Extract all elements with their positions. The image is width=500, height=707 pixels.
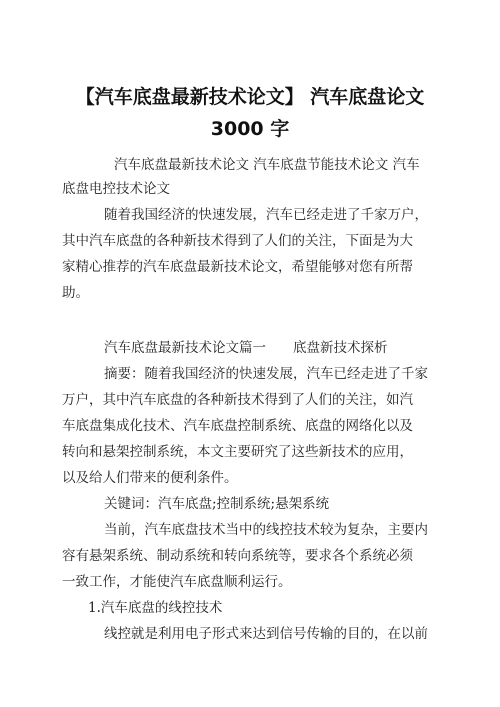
body-paragraph-line: 一致工作，才能使汽车底盘顺利运行。 <box>62 574 292 590</box>
intro-paragraph-line: 家精心推荐的汽车底盘最新技术论文，希望能够对您有所帮 <box>62 259 413 275</box>
document-title-line-2: 3000 字 <box>210 118 290 140</box>
abstract-paragraph-line: 摘要：随着我国经济的快速发展，汽车已经走进了千家 <box>104 366 428 382</box>
intro-paragraph-line: 助。 <box>62 285 89 301</box>
subsection-heading: 1.汽车底盘的线控技术 <box>88 600 223 616</box>
body-paragraph-line: 线控就是利用电子形式来达到信号传输的目的，在以前 <box>104 626 428 642</box>
document-title-line-1: 【汽车底盘最新技术论文】 汽车底盘论文 <box>75 86 425 108</box>
abstract-paragraph-line: 转向和悬架控制系统，本文主要研究了这些新技术的应用， <box>62 444 413 460</box>
section-heading: 汽车底盘最新技术论文篇一 底盘新技术探析 <box>104 340 388 356</box>
abstract-paragraph-line: 万户，其中汽车底盘的各种新技术得到了人们的关注，如汽 <box>62 392 413 408</box>
abstract-paragraph-line: 以及给人们带来的便利条件。 <box>62 470 238 486</box>
body-paragraph-line: 容有悬架系统、制动系统和转向系统等，要求各个系统必须 <box>62 548 413 564</box>
subtitle-keywords-line: 底盘电控技术论文 <box>62 181 170 197</box>
abstract-paragraph-line: 车底盘集成化技术、汽车底盘控制系统、底盘的网络化以及 <box>62 418 413 434</box>
subtitle-keywords-line: 汽车底盘最新技术论文 汽车底盘节能技术论文 汽车 <box>114 157 420 173</box>
intro-paragraph-line: 其中汽车底盘的各种新技术得到了人们的关注，下面是为大 <box>62 233 413 249</box>
keywords-line: 关键词：汽车底盘;控制系统;悬架系统 <box>104 496 330 512</box>
intro-paragraph-line: 随着我国经济的快速发展，汽车已经走进了千家万户， <box>104 207 428 223</box>
body-paragraph-line: 当前，汽车底盘技术当中的线控技术较为复杂，主要内 <box>104 522 428 538</box>
